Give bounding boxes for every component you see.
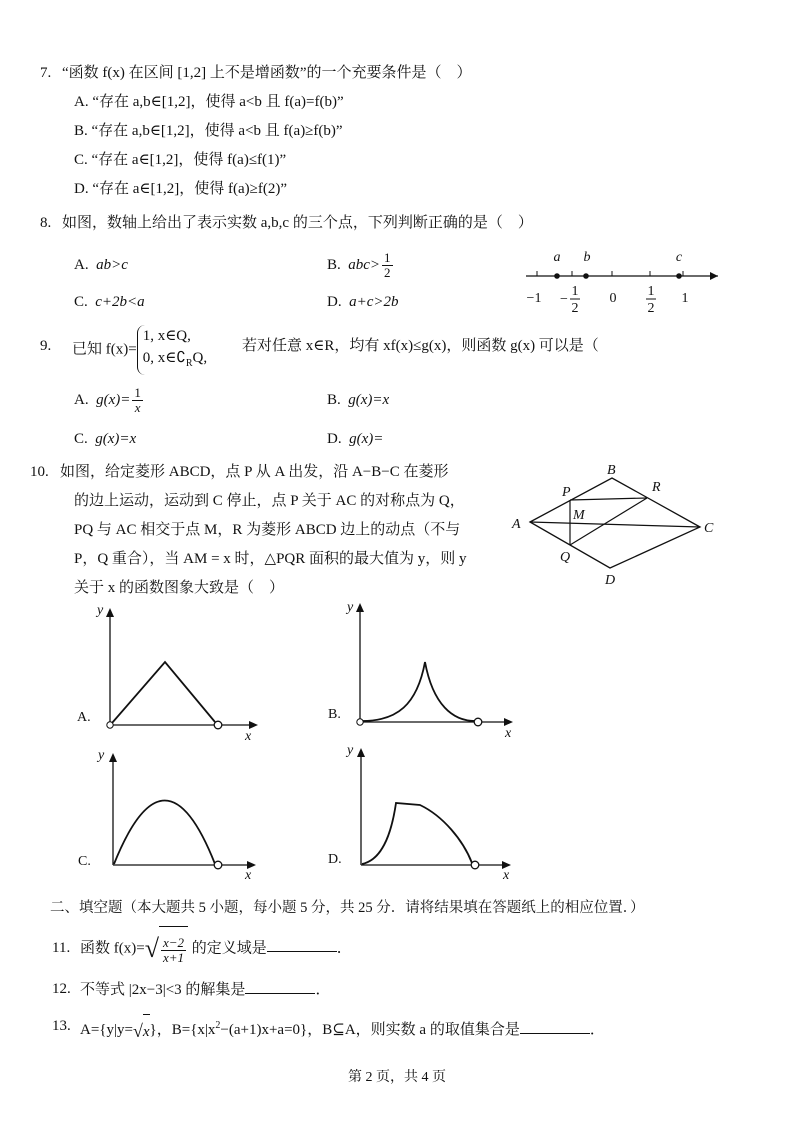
tick-label-half-den: 2	[647, 301, 655, 316]
denominator: 2	[384, 265, 391, 281]
graph-option-label: D.	[328, 852, 342, 867]
tick-label-one: 1	[681, 291, 689, 306]
q13-part: −(a+1)x+a=0}，B⊆A，则实数 a 的取值集合是	[220, 1022, 520, 1038]
q10-line: 如图，给定菱形 ABCD，点 P 从 A 出发，沿 A−B−C 在菱形	[60, 464, 449, 480]
axis-arrow	[710, 272, 718, 280]
option-label: A.	[74, 94, 89, 110]
graph-curve	[114, 801, 215, 865]
case-1: 1, x∈Q,	[142, 328, 191, 344]
y-axis-label: y	[97, 603, 104, 618]
q13-number: 13.	[52, 1018, 71, 1034]
fraction	[382, 251, 393, 280]
option-label: D.	[327, 294, 342, 310]
option-text: “存在 a∈[1,2]，使得 f(a)≥f(2)”	[92, 181, 288, 197]
q8-stem: 如图，数轴上给出了表示实数 a,b,c 的三个点，下列判断正确的是（ ）	[62, 215, 533, 231]
option-text: g(x)=	[96, 392, 131, 408]
q7-option-c	[74, 150, 286, 170]
q13-part: }，B={x|x	[149, 1022, 216, 1038]
tick-label-minus-half-num: 1	[571, 284, 579, 299]
radical-sign: √	[144, 934, 159, 963]
q9-option-c	[74, 429, 136, 449]
y-axis-arrow	[357, 748, 365, 757]
answer-blank	[245, 979, 315, 994]
q12-number: 12.	[52, 981, 71, 997]
answer-blank	[520, 1019, 590, 1034]
q8-option-a	[74, 255, 128, 275]
option-text: “存在 a∈[1,2]，使得 f(a)≤f(1)”	[91, 152, 287, 168]
option-label: B.	[327, 392, 341, 408]
graph-option-label: A.	[77, 710, 91, 725]
q8-option-b	[327, 248, 395, 282]
option-label: D.	[327, 431, 342, 447]
option-text: “存在 a,b∈[1,2]，使得 a<b 且 f(a)≥f(b)”	[91, 123, 343, 139]
radicand	[159, 926, 188, 972]
q7-option-a	[74, 92, 344, 112]
case-2	[143, 347, 207, 375]
numerator: 1	[134, 385, 141, 401]
section-2-title: 二、填空题（本大题共 5 小题，每小题 5 分，共 25 分．请将结果填在答题纸上的相应位置．）	[50, 900, 645, 916]
graph-curve	[362, 662, 475, 721]
q9-option-d	[327, 429, 383, 449]
q13-part: A={y|y=	[80, 1022, 133, 1038]
option-text: g(x)=x	[348, 392, 390, 408]
q7-option-b	[74, 121, 343, 141]
fraction	[161, 936, 186, 965]
tick-label-minus-one: −1	[526, 291, 542, 306]
q12-content	[80, 979, 330, 1000]
y-axis-label: y	[98, 748, 105, 763]
answer-blank	[267, 937, 337, 952]
q12-text: 不等式 |2x−3|<3 的解集是	[80, 982, 246, 998]
option-label: A.	[74, 257, 89, 273]
point-c	[676, 273, 682, 279]
q9-number: 9.	[40, 338, 52, 354]
point-a-label: a	[553, 250, 561, 265]
tick-label-half-num: 1	[647, 284, 655, 299]
q10-line: PQ 与 AC 相交于点 M，R 为菱形 ABCD 边上的动点（不与	[74, 522, 461, 538]
numerator: 1	[384, 250, 391, 266]
option-label: B.	[74, 123, 88, 139]
q11-suffix: 的定义域是	[191, 940, 267, 957]
radical-sign: √	[132, 1020, 143, 1041]
denominator: x	[134, 400, 141, 416]
y-axis-label: y	[347, 600, 354, 615]
numerator: x−2	[162, 935, 185, 951]
y-axis-arrow	[106, 608, 114, 617]
option-text: c+2b<a	[95, 294, 145, 310]
diagonal-ac	[530, 522, 700, 527]
q8-option-d	[327, 292, 399, 312]
q13-end: ．	[589, 1022, 605, 1038]
q9-piecewise	[72, 325, 207, 375]
graph-option-label: B.	[328, 707, 341, 722]
x-axis-label: x	[503, 868, 510, 883]
option-label: A.	[74, 392, 89, 408]
option-text: “存在 a,b∈[1,2]，使得 a<b 且 f(a)=f(b)”	[92, 94, 344, 110]
option-text: ab>c	[96, 257, 128, 273]
q9-stem: 若对任意 x∈R，均有 xf(x)≤g(x)，则函数 g(x) 可以是（	[242, 338, 599, 354]
exponent: 2	[215, 1020, 221, 1031]
option-text: g(x)=	[349, 431, 384, 447]
segment-pr	[570, 498, 647, 500]
end-open-point	[214, 721, 222, 729]
point-q-label: Q	[560, 550, 571, 565]
graph-curve	[112, 662, 215, 723]
x-axis-arrow	[504, 718, 513, 726]
tick-label-zero: 0	[609, 291, 617, 306]
square-root	[133, 1014, 150, 1048]
fraction	[132, 386, 143, 415]
point-m-label: M	[573, 508, 585, 523]
case-2-part: Q,	[192, 350, 208, 366]
option-text: a+c>2b	[349, 294, 399, 310]
x-axis-label: x	[245, 868, 252, 883]
case-2-subscript: R	[185, 358, 193, 369]
vertex-d-label: D	[605, 573, 616, 588]
option-label: C.	[74, 294, 88, 310]
graph-option-b	[325, 597, 525, 747]
square-root	[145, 926, 188, 972]
page-footer: 第 2 页，共 4 页	[348, 1070, 446, 1085]
option-label: C.	[74, 431, 88, 447]
q13-content	[80, 1010, 605, 1048]
graph-option-label: C.	[78, 854, 91, 869]
vertex-b-label: B	[607, 463, 616, 478]
option-label: C.	[74, 152, 88, 168]
radicand: x	[143, 1014, 150, 1048]
y-axis-arrow	[356, 603, 364, 612]
number-line-figure	[520, 245, 730, 320]
case-2-part: 0, x∈∁	[142, 350, 186, 366]
option-text: abc>	[348, 257, 381, 273]
end-open-point	[474, 718, 482, 726]
graph-curve	[362, 803, 472, 864]
q7-number: 7.	[40, 65, 52, 81]
point-a	[554, 273, 560, 279]
option-label: D.	[74, 181, 89, 197]
x-axis-arrow	[249, 721, 258, 729]
option-text: g(x)=x	[95, 431, 137, 447]
q11-content	[80, 926, 352, 972]
y-axis-label: y	[347, 743, 354, 758]
vertex-c-label: C	[704, 521, 714, 536]
q9-prefix: 已知 f(x)=	[72, 341, 137, 358]
graph-option-d	[325, 742, 525, 887]
point-p-label: P	[562, 485, 571, 500]
vertex-a-label: A	[512, 517, 521, 532]
point-r-label: R	[652, 480, 661, 495]
q11-end: ．	[336, 940, 352, 957]
q9-option-a	[74, 383, 145, 417]
tick-label-minus-half-den: 2	[571, 301, 579, 316]
piecewise-cases	[137, 325, 207, 375]
rhombus-figure	[500, 460, 720, 590]
end-open-point	[214, 861, 222, 869]
q10-number: 10.	[30, 464, 49, 480]
q11-number: 11.	[52, 940, 71, 956]
tick-label-minus-sign: −	[560, 292, 568, 307]
y-axis-arrow	[109, 753, 117, 762]
q8-number: 8.	[40, 215, 52, 231]
q12-end: ．	[315, 982, 331, 998]
q7-option-d	[74, 179, 287, 199]
graph-option-c	[75, 745, 265, 885]
graph-option-a	[75, 600, 265, 750]
q9-option-b	[327, 390, 389, 410]
option-label: B.	[327, 257, 341, 273]
origin-open-point	[107, 722, 113, 728]
q10-line: 的边上运动，运动到 C 停止，点 P 关于 AC 的对称点为 Q，	[74, 493, 465, 509]
denominator: x+1	[162, 950, 185, 966]
point-b-label: b	[583, 250, 591, 265]
q10-line: 关于 x 的函数图象大致是（ ）	[74, 580, 285, 596]
x-axis-label: x	[245, 729, 252, 744]
point-c-label: c	[675, 250, 683, 265]
end-open-point	[471, 861, 479, 869]
q8-option-c	[74, 292, 145, 312]
q11-prefix: 函数 f(x)=	[80, 940, 145, 957]
x-axis-label: x	[505, 726, 512, 741]
q7-stem: “函数 f(x) 在区间 [1,2] 上不是增函数”的一个充要条件是（ ）	[62, 65, 472, 81]
q10-line: P，Q 重合），当 AM = x 时，△PQR 面积的最大值为 y，则 y	[74, 551, 467, 567]
point-b	[583, 273, 589, 279]
origin-open-point	[357, 719, 363, 725]
